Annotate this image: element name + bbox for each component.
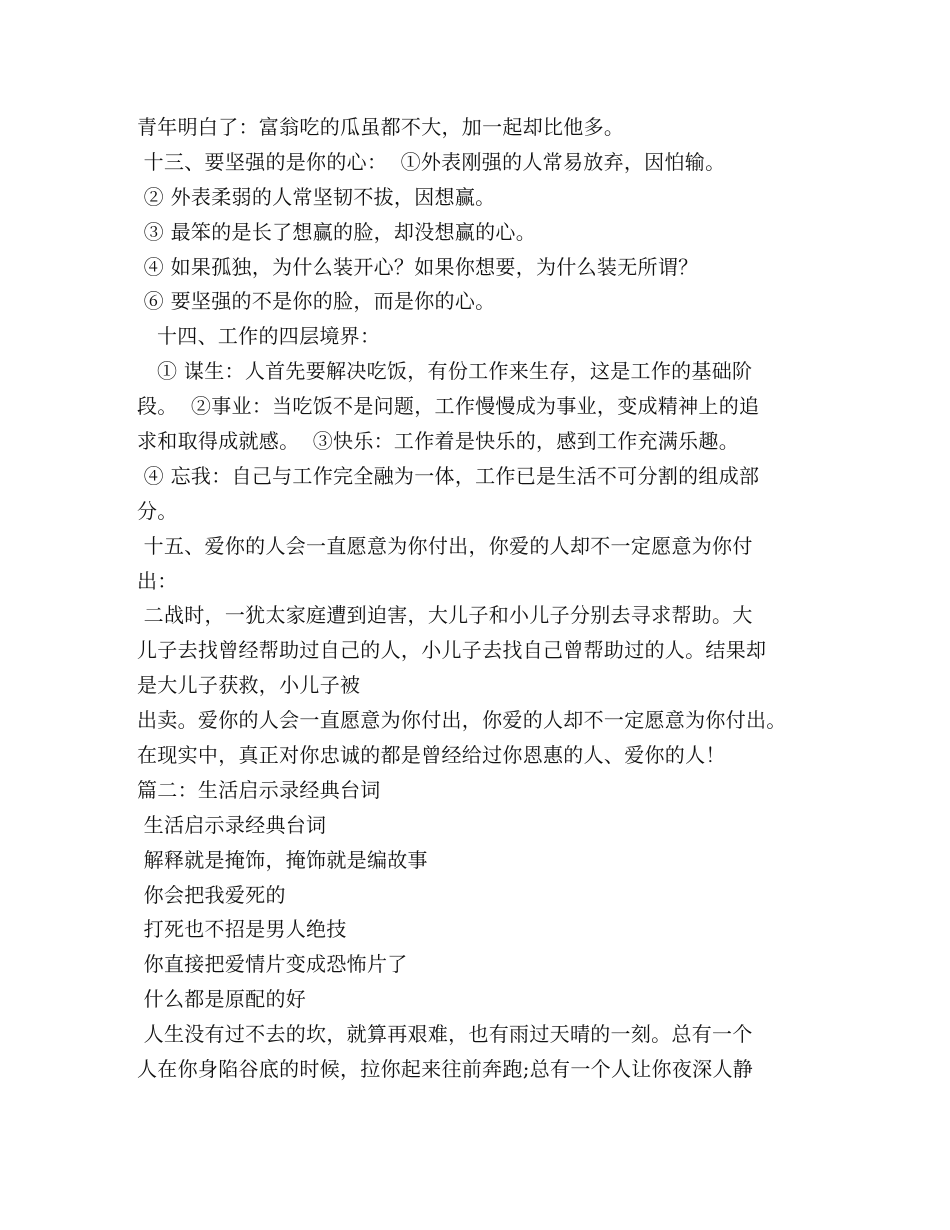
text-line: 打死也不招是男人绝技	[137, 917, 347, 942]
text-line: 二战时，一犹太家庭遭到迫害，大儿子和小儿子分别去寻求帮助。大	[137, 603, 753, 628]
text-line: 是大儿子获救，小儿子被	[137, 673, 361, 698]
text-line: ② 外表柔弱的人常坚韧不拔，因想赢。	[137, 184, 496, 209]
text-line: ④ 如果孤独，为什么装开心？如果你想要，为什么装无所谓？	[137, 254, 699, 279]
text-line: 你会把我爱死的	[137, 882, 286, 907]
text-line: ⑥ 要坚强的不是你的脸，而是你的心。	[137, 289, 496, 314]
text-line: 你直接把爱情片变成恐怖片了	[137, 952, 408, 977]
chapter-subtitle: 生活启示录经典台词	[137, 812, 327, 837]
text-line: 段。 ②事业：当吃饭不是问题，工作慢慢成为事业，变成精神上的追	[137, 394, 760, 419]
text-line: 分。	[137, 498, 178, 523]
text-line: 儿子去找曾经帮助过自己的人，小儿子去找自己曾帮助过的人。结果却	[137, 638, 767, 663]
text-line: 在现实中，真正对你忠诚的都是曾经给过你恩惠的人、爱你的人！	[137, 743, 726, 768]
document-body	[137, 110, 837, 1087]
text-line: 求和取得成就感。 ③快乐：工作着是快乐的，感到工作充满乐趣。	[137, 429, 740, 454]
text-line: 出：	[137, 568, 178, 593]
text-line: 出卖。爱你的人会一直愿意为你付出，你爱的人却不一定愿意为你付出。	[137, 708, 787, 733]
text-line: ④ 忘我：自己与工作完全融为一体，工作已是生活不可分割的组成部	[137, 463, 760, 488]
section-heading: 十五、爱你的人会一直愿意为你付出，你爱的人却不一定愿意为你付	[137, 533, 753, 558]
text-line: ① 谋生：人首先要解决吃饭，有份工作来生存，这是工作的基础阶	[137, 359, 753, 384]
text-line: 人在你身陷谷底的时候，拉你起来往前奔跑;总有一个人让你夜深人静	[137, 1057, 754, 1082]
text-line: 什么都是原配的好	[137, 987, 307, 1012]
section-heading: 十四、工作的四层境界：	[137, 324, 381, 349]
text-line: 十三、要坚强的是你的心： ①外表刚强的人常易放弃，因怕输。	[137, 149, 726, 174]
text-line: 解释就是掩饰，掩饰就是编故事	[137, 847, 428, 872]
text-line: 人生没有过不去的坎，就算再艰难，也有雨过天晴的一刻。总有一个	[137, 1022, 753, 1047]
chapter-title: 篇二：生活启示录经典台词	[137, 777, 381, 802]
text-line: 青年明白了：富翁吃的瓜虽都不大，加一起却比他多。	[137, 115, 625, 139]
text-line: ③ 最笨的是长了想赢的脸，却没想赢的心。	[137, 219, 537, 244]
